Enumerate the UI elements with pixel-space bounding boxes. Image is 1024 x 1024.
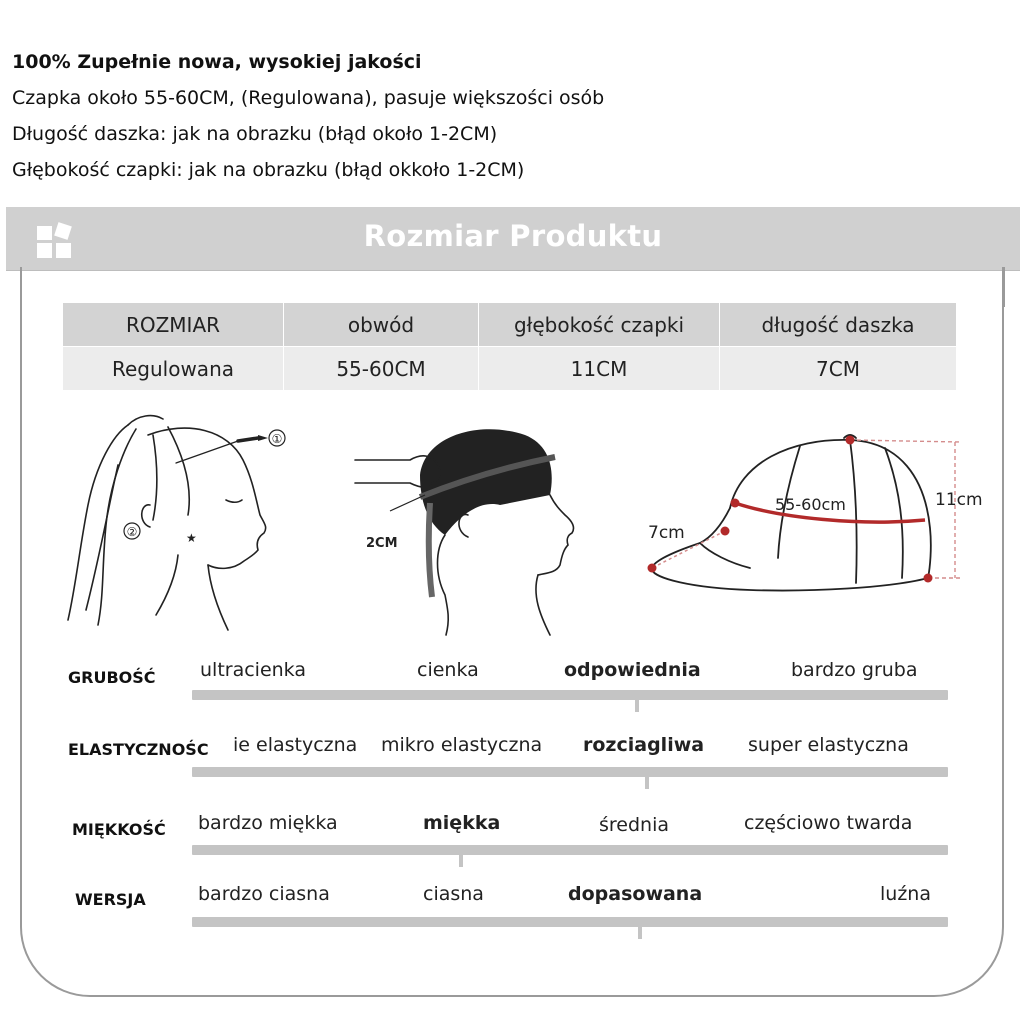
scale-bar (192, 917, 948, 927)
cap-depth-label: 11cm (935, 490, 983, 510)
scale-option-selected: miękka (423, 812, 501, 834)
head-mark-2: ② (126, 525, 138, 539)
scale-option: średnia (599, 814, 670, 836)
scale-option: bardzo miękka (198, 812, 338, 834)
intro-text (12, 44, 1012, 188)
scale-option-selected: dopasowana (568, 883, 703, 905)
scale-marker (638, 917, 642, 939)
intro-line-visor: Długość daszka: jak na obrazku (błąd około 1-2CM) (12, 123, 498, 145)
header-rozmiar: ROZMIAR (63, 303, 284, 347)
scale-option-selected: rozciagliwa (583, 734, 705, 756)
header-dlugosc: długość daszka (720, 303, 957, 347)
banner-title: Rozmiar Produktu (363, 219, 663, 253)
cell-dlugosc: 7CM (720, 347, 957, 391)
tape-label: 2CM (366, 536, 398, 551)
scale-marker (459, 845, 463, 867)
scale-label-grubosc: GRUBOŚĆ (68, 668, 156, 687)
head-ponytail-illustration (58, 405, 298, 635)
cell-obwod: 55-60CM (284, 347, 479, 391)
intro-line-size: Czapka około 55-60CM, (Regulowana), pasuje większości osób (12, 87, 605, 109)
scale-option: bardzo gruba (791, 659, 918, 681)
scale-option: ie elastyczna (233, 734, 358, 756)
cap-illustration (630, 418, 1000, 628)
scale-marker (635, 690, 639, 712)
head-mark-1: ① (271, 432, 283, 446)
scale-option: bardzo ciasna (198, 883, 330, 905)
scale-option: częściowo twarda (744, 812, 913, 834)
scale-option-selected: odpowiednia (564, 659, 701, 681)
section-banner (6, 207, 1020, 271)
size-table (62, 302, 957, 391)
scale-bar (192, 690, 948, 700)
intro-line-depth: Głębokość czapki: jak na obrazku (błąd okkoło 1-2CM) (12, 159, 525, 181)
cell-glebokosc: 11CM (479, 347, 720, 391)
scale-label-elastycznosc: ELASTYCZNOŚC (68, 740, 209, 759)
scale-option: ultracienka (200, 659, 306, 681)
svg-text:★: ★ (186, 531, 197, 545)
head-tape-illustration (350, 415, 590, 640)
size-table-row (63, 347, 957, 391)
intro-line-quality: 100% Zupełnie nowa, wysokiej jakości (12, 51, 422, 73)
scale-option: super elastyczna (748, 734, 909, 756)
scale-option: mikro elastyczna (381, 734, 543, 756)
cell-rozmiar: Regulowana (63, 347, 284, 391)
header-glebokosc: głębokość czapki (479, 303, 720, 347)
scale-label-miekkosc: MIĘKKOŚĆ (72, 820, 166, 839)
scale-label-wersja: WERSJA (75, 890, 146, 909)
scale-marker (645, 767, 649, 789)
cap-visor-label: 7cm (648, 523, 685, 543)
scale-bar (192, 767, 948, 777)
header-obwod: obwód (284, 303, 479, 347)
cap-circumference-label: 55-60cm (775, 495, 846, 514)
size-table-header (63, 303, 957, 347)
scale-option: luźna (880, 883, 931, 905)
scale-bar (192, 845, 948, 855)
scale-option: cienka (417, 659, 479, 681)
scale-option: ciasna (423, 883, 484, 905)
